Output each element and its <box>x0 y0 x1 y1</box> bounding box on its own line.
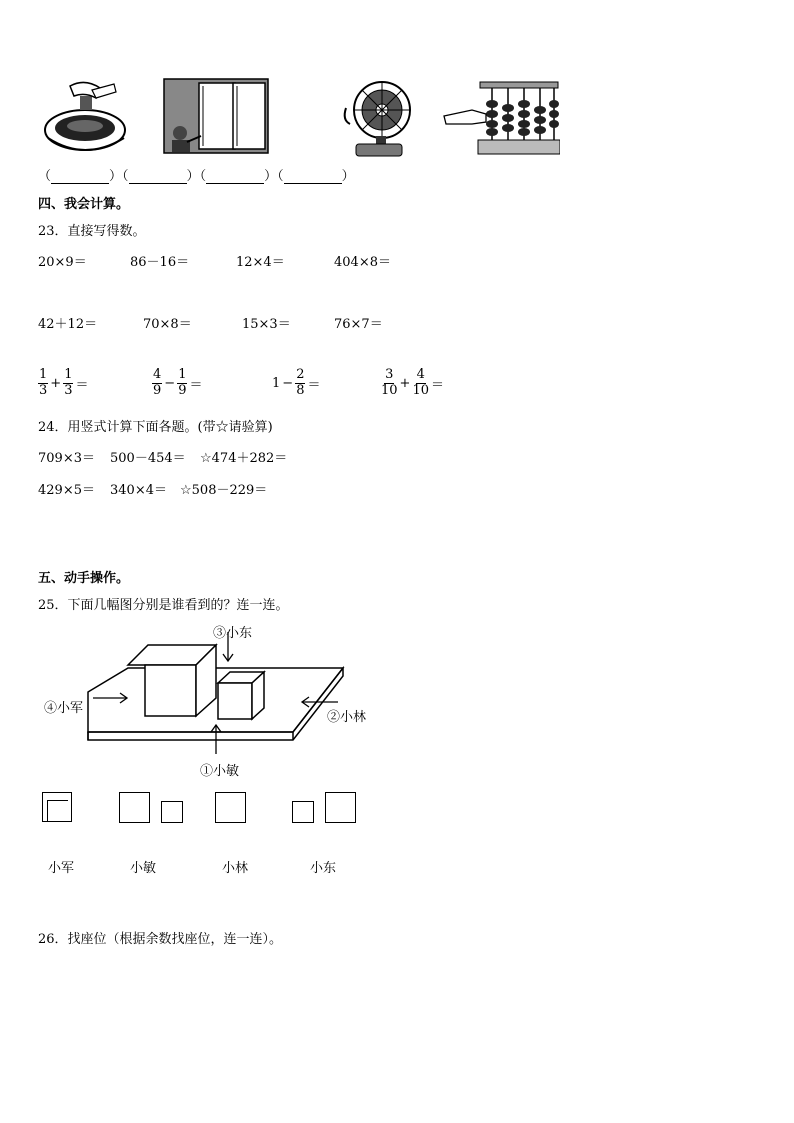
calc-item: ☆474＋282＝ <box>200 451 288 466</box>
paren-open: （ <box>277 169 284 184</box>
calc-item: 709×3＝ <box>38 451 95 466</box>
calc-item: 429×5＝ <box>38 483 95 498</box>
calc-item: 12×4＝ <box>236 255 285 270</box>
operator: + <box>399 375 411 391</box>
paren-open: （ <box>199 169 207 184</box>
calc-item: ☆508－229＝ <box>180 483 268 498</box>
calc-item: 404×8＝ <box>334 255 391 270</box>
calc-item: 500－454＝ <box>110 451 186 466</box>
calc-item: 76×7＝ <box>334 317 383 332</box>
fraction-expression <box>272 368 320 399</box>
fraction: $\frac{2}{8}$ <box>296 367 305 398</box>
question-title: 24．用竖式计算下面各题。(带☆请验算) <box>38 420 273 435</box>
electric-fan-icon <box>338 80 422 164</box>
fraction-expression <box>38 368 88 399</box>
name-label[interactable]: 小敏 <box>130 861 157 876</box>
fraction: $\frac{3}{10}$ <box>381 367 398 398</box>
fraction-expression <box>152 368 202 399</box>
question-title: 23．直接写得数。 <box>38 224 146 239</box>
answer-blank-2[interactable] <box>129 171 187 184</box>
viewer-label-left: ④小军 <box>44 701 84 716</box>
name-label[interactable]: 小林 <box>222 861 249 876</box>
operator: + <box>50 375 62 391</box>
equals-sign: ＝ <box>307 377 321 393</box>
equals-sign: ＝ <box>189 377 203 393</box>
operator: − <box>164 375 176 391</box>
operator: − <box>282 375 294 391</box>
fraction-expression <box>381 368 444 399</box>
paren-close: ） <box>186 169 200 184</box>
equals-sign: ＝ <box>75 377 89 393</box>
paren-close: ） <box>341 169 355 184</box>
answer-blank-1[interactable] <box>51 171 109 184</box>
answer-blanks <box>38 165 355 184</box>
calc-item: 86－16＝ <box>130 255 190 270</box>
viewer-label-right: ②小林 <box>327 710 367 725</box>
question-title: 25．下面几幅图分别是谁看到的？连一连。 <box>38 598 289 613</box>
calc-item: 15×3＝ <box>242 317 291 332</box>
calc-item: 20×9＝ <box>38 255 87 270</box>
fraction: $\frac{4}{9}$ <box>153 367 162 398</box>
answer-blank-3[interactable] <box>206 171 264 184</box>
fraction: $\frac{1}{3}$ <box>39 367 48 398</box>
equals-sign: ＝ <box>431 377 445 393</box>
calc-item: 42＋12＝ <box>38 317 98 332</box>
calc-item: 340×4＝ <box>110 483 167 498</box>
section-title: 五、动手操作。 <box>38 571 130 586</box>
board-cubes-diagram <box>38 620 358 764</box>
fraction: $\frac{1}{9}$ <box>178 367 187 398</box>
whole-number: 1 <box>272 375 281 391</box>
window-sliding-icon <box>163 78 269 158</box>
name-label[interactable]: 小东 <box>310 861 337 876</box>
calc-item: 70×8＝ <box>143 317 192 332</box>
abacus-icon <box>442 80 560 160</box>
paren-close: ） <box>264 169 278 184</box>
sink-faucet-icon <box>40 78 132 160</box>
answer-blank-4[interactable] <box>284 171 342 184</box>
paren-close: ） <box>109 169 123 184</box>
paren-open: （ <box>122 169 129 184</box>
section-title: 四、我会计算。 <box>38 197 130 212</box>
question-title: 26．找座位（根据余数找座位，连一连）。 <box>38 932 283 947</box>
name-label[interactable]: 小军 <box>48 861 75 876</box>
fraction: $\frac{1}{3}$ <box>64 367 73 398</box>
paren-open: （ <box>38 169 52 184</box>
fraction: $\frac{4}{10}$ <box>412 367 429 398</box>
viewer-label-top: ③小东 <box>213 626 253 641</box>
viewer-label-bottom: ①小敏 <box>200 764 240 779</box>
